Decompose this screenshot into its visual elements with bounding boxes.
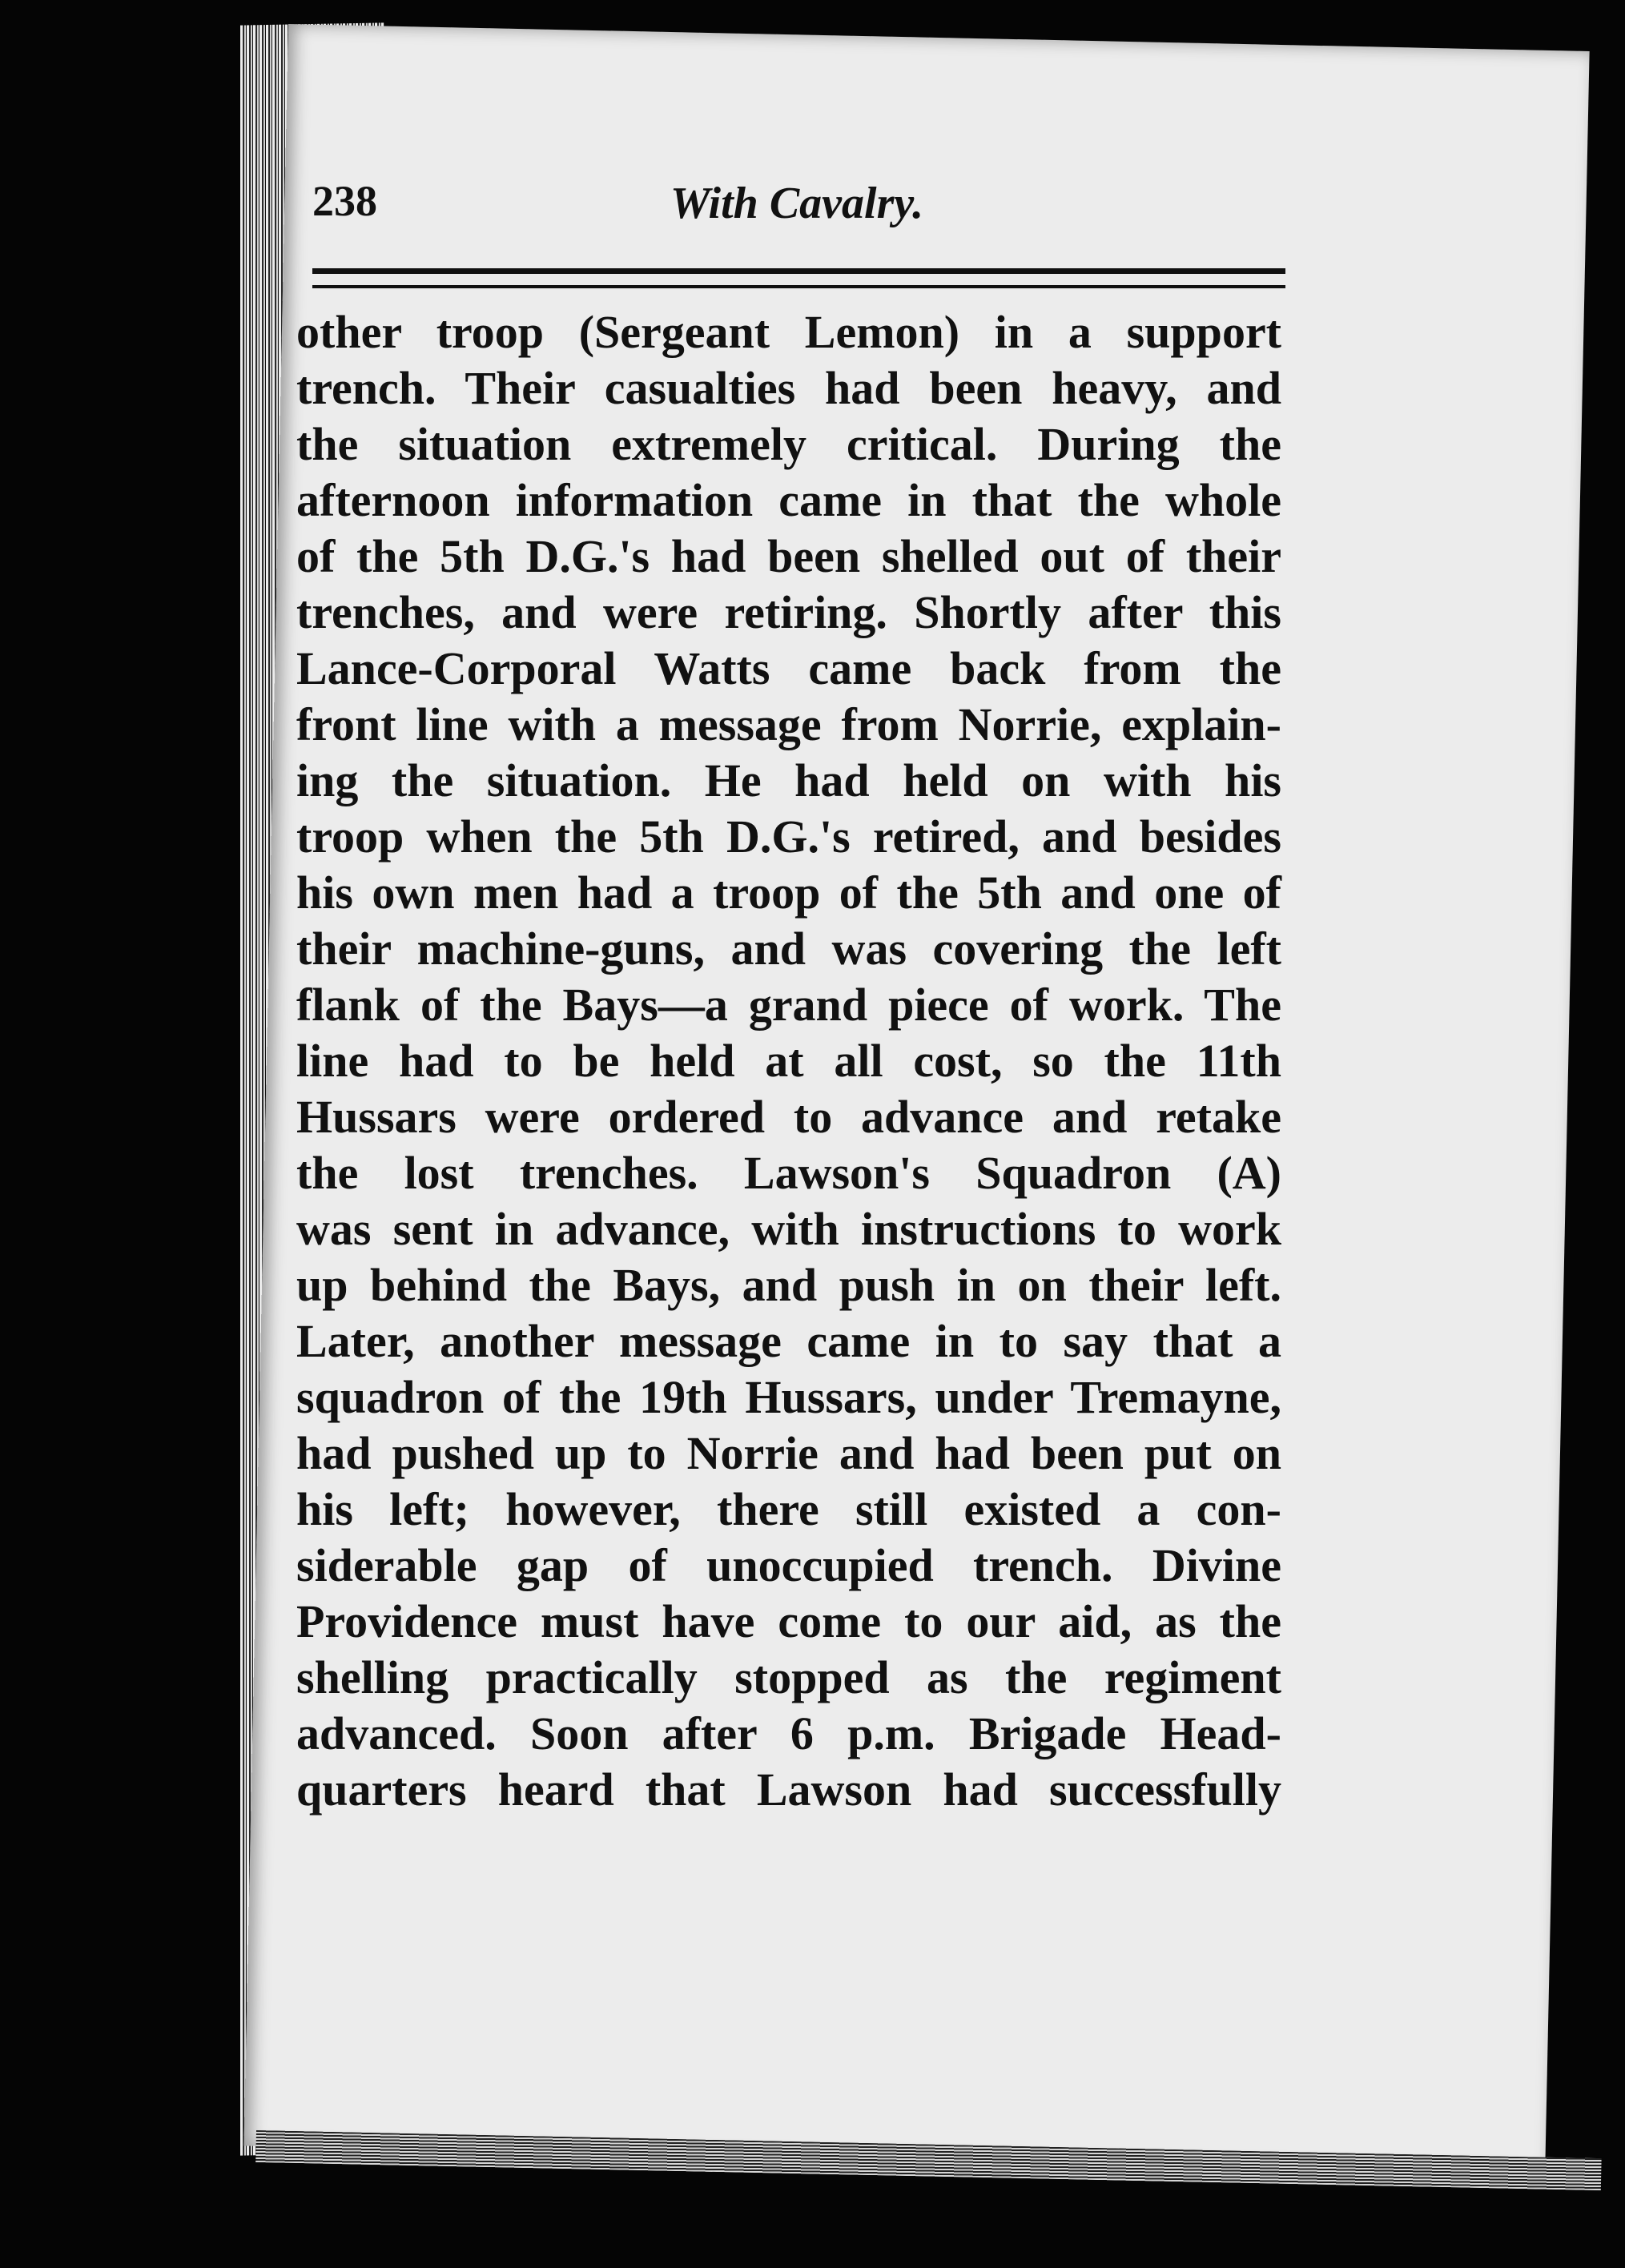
text-line: squadron of the 19th Hussars, under Tremayne, — [296, 1371, 1281, 1423]
text-line: front line with a message from Norrie, explain- — [296, 698, 1281, 750]
text-line: Providence must have come to our aid, as the — [296, 1595, 1281, 1647]
text-line: trench. Their casualties had been heavy, and — [296, 362, 1281, 414]
text-line: quarters heard that Lawson had successfully — [296, 1763, 1281, 1816]
text-line: line had to be held at all cost, so the 11th — [296, 1035, 1281, 1087]
text-line: other troop (Sergeant Lemon) in a support — [296, 306, 1281, 358]
text-line: trenches, and were retiring. Shortly after this — [296, 586, 1281, 638]
text-line: shelling practically stopped as the regiment — [296, 1651, 1281, 1703]
text-line: flank of the Bays—a grand piece of work. The — [296, 979, 1281, 1031]
page-header — [312, 160, 1281, 232]
text-line: his own men had a troop of the 5th and one of — [296, 867, 1281, 919]
text-line: ing the situation. He had held on with his — [296, 754, 1281, 806]
text-line: his left; however, there still existed a con- — [296, 1483, 1281, 1535]
text-line: advanced. Soon after 6 p.m. Brigade Head- — [296, 1707, 1281, 1759]
text-line: troop when the 5th D.G.'s retired, and besides — [296, 810, 1281, 863]
text-line: had pushed up to Norrie and had been put on — [296, 1427, 1281, 1479]
running-title: With Cavalry. — [670, 179, 924, 228]
text-line: Lance-Corporal Watts came back from the — [296, 642, 1281, 694]
text-line: of the 5th D.G.'s had been shelled out of their — [296, 530, 1281, 582]
text-line: up behind the Bays, and push in on their left. — [296, 1259, 1281, 1311]
text-line: was sent in advance, with instructions to work — [296, 1203, 1281, 1255]
body-text — [296, 304, 1281, 1818]
page-number: 238 — [312, 177, 377, 225]
text-line: Later, another message came in to say that a — [296, 1315, 1281, 1367]
text-line: afternoon information came in that the whole — [296, 474, 1281, 526]
text-line: Hussars were ordered to advance and retake — [296, 1091, 1281, 1143]
text-line: siderable gap of unoccupied trench. Divine — [296, 1539, 1281, 1591]
header-rule — [312, 268, 1285, 288]
text-line: the lost trenches. Lawson's Squadron (A) — [296, 1147, 1281, 1199]
text-line: their machine-guns, and was covering the left — [296, 923, 1281, 975]
text-line: the situation extremely critical. During the — [296, 418, 1281, 470]
